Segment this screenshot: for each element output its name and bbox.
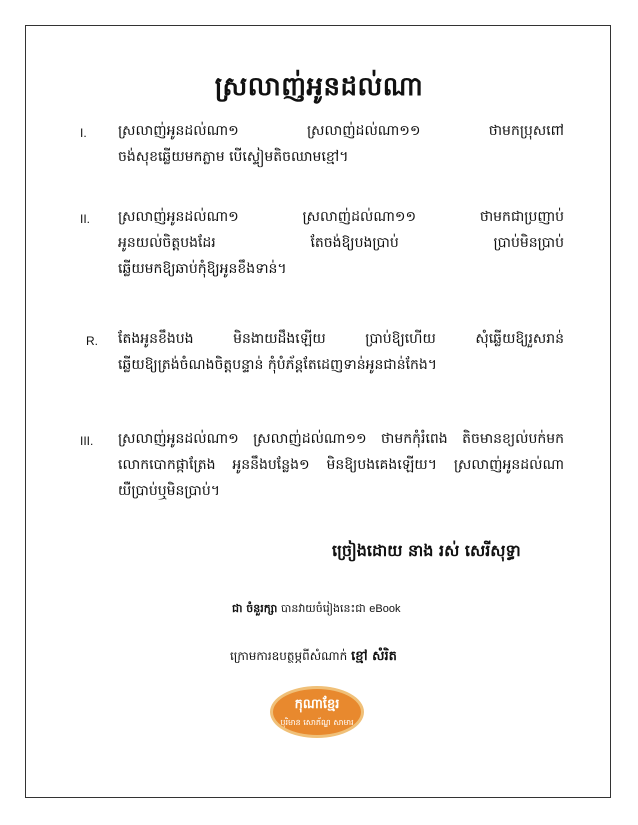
verse-marker: III. [80,434,94,448]
sponsor-note [230,648,397,667]
verse-lines [118,118,564,170]
verse-lines [118,326,564,378]
publisher-logo [270,686,364,738]
verse-line: ចង់សុខឆ្លើយមកភ្លាម បើស្ទៀមតិចឈាមខ្មៅ។ [118,149,349,165]
verse-line: ស្រលាញ់អូនដល់ណា១ ស្រលាញ់ដល់ណា១១ ថាមកជាប្រញាប់ [118,209,564,225]
verse-marker: II. [80,212,91,226]
verse-lines [118,426,564,504]
verse-line: យឺប្រាប់ឬមិនប្រាប់។ [118,483,220,499]
verse-line: ឆ្លើយឱ្យត្រង់ចំណងចិត្តបន្ទាន់ កុំបំភ័ន្តតែដេញទាន់អូនជាន់កែង។ [118,357,438,373]
verse-lines [118,204,564,282]
verse-marker: I. [80,126,87,140]
logo-subtitle: បុរិមាន សោភ័ណ្ឌ សាមារ [280,718,354,727]
sponsor-name: ខ្មៅ សំរិត [351,649,397,664]
ebook-typist: ជា ចំនួរក្សា [232,602,278,615]
ebook-text: បានវាយចំរៀងនេះជា [280,602,366,615]
sponsor-text: ក្រោមការឧបត្ថម្ភពីសំណាក់ [230,649,348,663]
ebook-label: eBook [369,603,401,615]
singer-credit: ច្រៀងដោយ នាង រស់ សេរីសុទ្ធា [332,541,521,560]
verse-line: លោកបោកផ្កាត្រែង អូននឹងបន្លែង១ មិនឱ្យបងគេងឡើយ។ ស្រលាញ់អូនដល់ណា [118,457,564,473]
verse-marker: R. [86,334,98,348]
verse-line: ឆ្លើយមកឱ្យឆាប់កុំឱ្យអូនខឹងទាន់។ [118,261,287,277]
verse-line: តែងអូនខឹងបង មិនងាយដឹងឡើយ ប្រាប់ឱ្យហើយ សុំឆ្លើយឱ្យរួសរាន់ [118,331,564,347]
verse-line: ស្រលាញ់អូនដល់ណា១ ស្រលាញ់ដល់ណា១១ ថាមកប្រុសពៅ [118,123,564,139]
logo-title: កុណាខ្មែរ [294,697,340,712]
ebook-note [232,602,400,618]
verse-line: ស្រលាញ់អូនដល់ណា១ ស្រលាញ់ដល់ណា១១ ថាមកកុំរំពេង តិចមានខ្យល់បក់មក [118,431,564,447]
song-title: ស្រលាញ់អូនដល់ណា [214,72,424,102]
verse-line: អូនយល់ចិត្តបងដែរ តែចង់ឱ្យបងប្រាប់ ប្រាប់មិនប្រាប់ [118,235,564,251]
